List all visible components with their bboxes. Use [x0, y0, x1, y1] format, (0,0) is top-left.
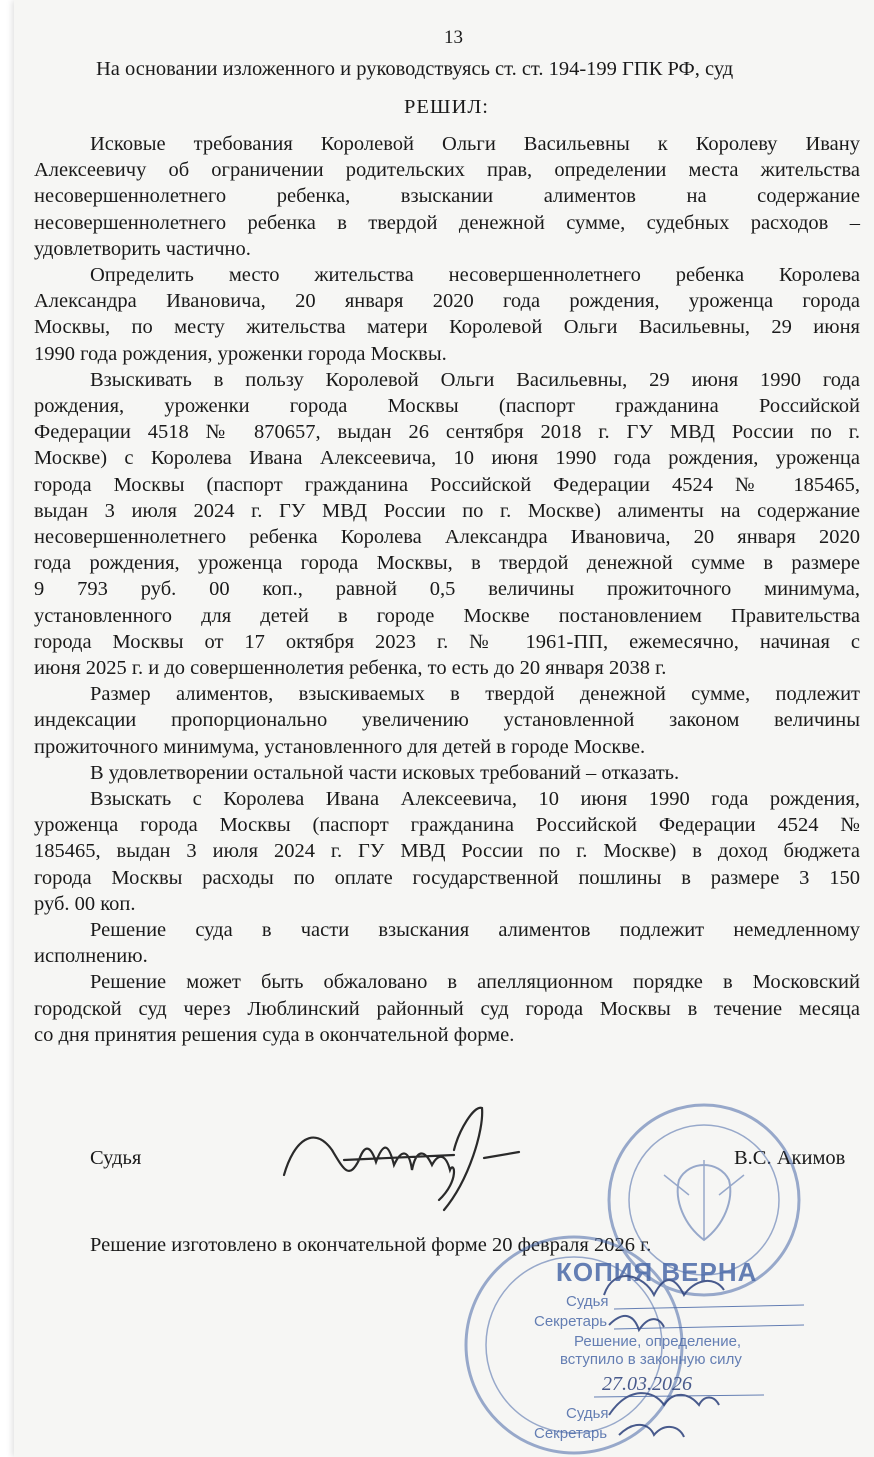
final-note: Решение изготовлено в окончательной форме 20 февраля 2026 г. — [90, 1234, 652, 1256]
body-line: Взыскивать в пользу Королевой Ольги Васильевны, 29 июня 1990 года — [90, 369, 860, 391]
body-line: несовершеннолетнего ребенка, взыскании алиментов на содержание — [34, 185, 860, 207]
page-number: 13 — [444, 27, 463, 48]
intro-line: На основании изложенного и руководствуясь ст. ст. 194-199 ГПК РФ, суд — [96, 58, 734, 80]
body-line: города Москвы от 17 октября 2023 г. № 1961-ПП, ежемесячно, начиная с — [34, 631, 860, 653]
body-line: В удовлетворении остальной части исковых требований – отказать. — [90, 762, 680, 784]
stamp-judge2: Судья — [566, 1405, 609, 1422]
body-line: 9 793 руб. 00 коп., равной 0,5 величины прожиточного минимума, — [34, 578, 860, 600]
body-line: исполнению. — [34, 945, 148, 967]
stamp-secretary: Секретарь — [534, 1313, 608, 1330]
decision-heading: РЕШИЛ: — [404, 96, 490, 118]
stamp-title: КОПИЯ ВЕРНА — [556, 1257, 758, 1287]
document-page — [14, 0, 874, 1457]
body-line: удовлетворить частично. — [34, 238, 251, 260]
body-line: города Москвы расходы по оплате государственной пошлины в размере 3 150 — [34, 867, 860, 889]
judge-label: Судья — [90, 1147, 142, 1169]
body-line: Решение суда в части взыскания алиментов подлежит немедленному — [90, 919, 860, 941]
stamp-note-line1: Решение, определение, — [574, 1333, 742, 1350]
body-line: Москвы, по месту жительства матери Королевой Ольги Васильевны, 29 июня — [34, 316, 860, 338]
body-line: года рождения, уроженца города Москвы, в твердой денежной сумме в размере — [34, 552, 860, 574]
body-line: прожиточного минимума, установленного для детей в городе Москве. — [34, 736, 646, 758]
body-line: июня 2025 г. и до совершеннолетия ребенка, то есть до 20 января 2038 г. — [34, 657, 667, 679]
body-line: Александра Ивановича, 20 января 2020 года рождения, уроженца города — [34, 290, 860, 312]
body-line: 1990 года рождения, уроженки города Москвы. — [34, 343, 447, 365]
body-line: города Москвы (паспорт гражданина Российской Федерации 4524 № 185465, — [34, 474, 860, 496]
body-line: городской суд через Люблинский районный суд города Москвы в течение месяца — [34, 998, 860, 1020]
judge-name: В.С. Акимов — [734, 1147, 846, 1169]
body-line: несовершеннолетнего ребенка Королева Александра Ивановича, 20 января 2020 — [34, 526, 860, 548]
body-line: Взыскать с Королева Ивана Алексеевича, 10 июня 1990 года рождения, — [90, 788, 860, 810]
body-line: Определить место жительства несовершеннолетнего ребенка Королева — [90, 264, 860, 286]
body-line: рождения, уроженки города Москвы (паспорт гражданина Российской — [34, 395, 860, 417]
certification-stamp — [514, 1255, 814, 1445]
body-line: со дня принятия решения суда в окончательной форме. — [34, 1024, 515, 1046]
body-line: Алексеевичу об ограничении родительских прав, определении места жительства — [34, 159, 860, 181]
stamp-note-line2: вступило в законную силу — [560, 1351, 742, 1368]
body-line: установленного для детей в городе Москве постановлением Правительства — [34, 605, 860, 627]
stamp-date: 27.03.2026 — [602, 1373, 692, 1395]
body-line: уроженца города Москвы (паспорт гражданина Российской Федерации 4524 № — [34, 814, 860, 836]
body-line: несовершеннолетнего ребенка в твердой денежной сумме, судебных расходов – — [34, 212, 860, 234]
body-line: 185465, выдан 3 июля 2024 г. ГУ МВД России по г. Москве) в доход бюджета — [34, 840, 860, 862]
body-line: Решение может быть обжаловано в апелляционном порядке в Московский — [90, 971, 860, 993]
stamp-secretary2: Секретарь — [534, 1425, 608, 1442]
body-line: Исковые требования Королевой Ольги Васильевны к Королеву Ивану — [90, 133, 860, 155]
body-line: Москве) с Королева Ивана Алексеевича, 10 июня 1990 года рождения, уроженца — [34, 447, 860, 469]
body-line: руб. 00 коп. — [34, 893, 136, 915]
stamp-judge: Судья — [566, 1293, 609, 1310]
body-line: Федерации 4518 № 870657, выдан 26 сентября 2018 г. ГУ МВД России по г. — [34, 421, 860, 443]
body-line: индексации пропорционально увеличению установленной законом величины — [34, 709, 860, 731]
body-line: выдан 3 июля 2024 г. ГУ МВД России по г. Москве) алименты на содержание — [34, 500, 860, 522]
body-line: Размер алиментов, взыскиваемых в твердой денежной сумме, подлежит — [90, 683, 860, 705]
